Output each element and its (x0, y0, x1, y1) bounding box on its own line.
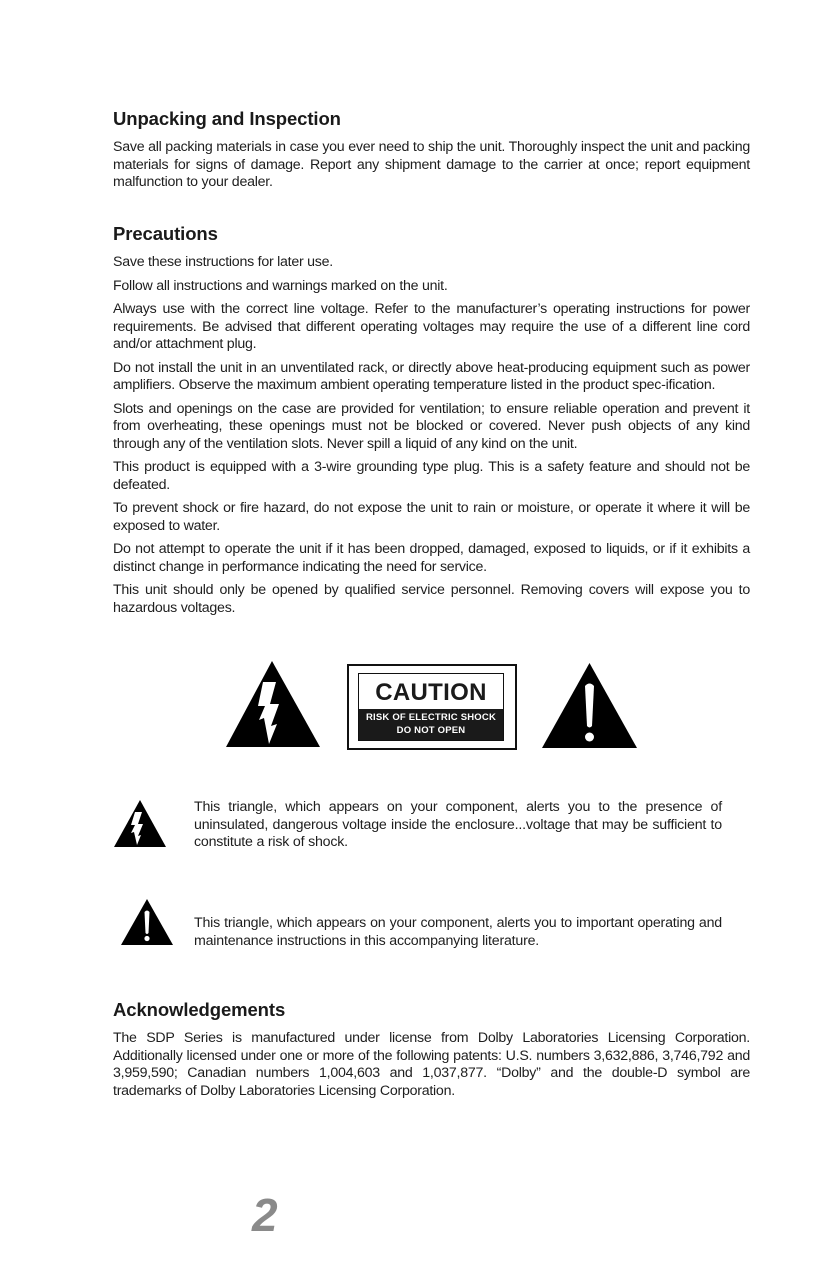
precautions-list (113, 254, 750, 617)
caution-warning-band (359, 709, 503, 740)
section-unpacking (113, 108, 750, 192)
precaution-paragraph: This unit should only be opened by qualified service personnel. Removing covers will expose you to hazardous voltages. (113, 582, 750, 616)
acknowledgements-body: The SDP Series is manufactured under license from Dolby Laboratories Licensing Corporation. Additionally licensed under one or more of the following patents: U.S. numbers 3,632,886, 3,746,792 and 3,959,590; Canadian numbers 1,004,603 and 1,037,877. “Dolby” and the double-D symbol are trademarks of Dolby Laboratories Licensing Corporation. (113, 1030, 750, 1099)
heading-unpacking: Unpacking and Inspection (113, 108, 341, 129)
caution-label-inner (358, 673, 504, 741)
lightning-triangle-icon (113, 799, 167, 848)
precaution-paragraph: Slots and openings on the case are provided for ventilation; to ensure reliable operation and prevent it from overheating, these openings must not be blocked or covered. Never push objects of any kind through any of the ventilation slots. Never spill a liquid of any kind on the unit. (113, 400, 750, 452)
lightning-triangle-icon (225, 660, 321, 748)
lightning-symbol-note: This triangle, which appears on your component, alerts you to the presence of uninsulated, dangerous voltage inside the enclosure...voltage that may be sufficient to constitute a risk of shock. (194, 799, 722, 850)
exclamation-triangle-icon (541, 662, 638, 749)
precaution-paragraph: Do not attempt to operate the unit if it has been dropped, damaged, exposed to liquids, or if it exhibits a distinct change in performance indicating the need for service. (113, 541, 750, 575)
precaution-paragraph: To prevent shock or fire hazard, do not expose the unit to rain or moisture, or operate it where it will be exposed to water. (113, 500, 750, 534)
precaution-paragraph: Follow all instructions and warnings marked on the unit. (113, 277, 448, 294)
precaution-paragraph: Always use with the correct line voltage. Refer to the manufacturer’s operating instructions for power requirements. Be advised that different operating voltages may require the use of a different line cord and/or attachment plug. (113, 301, 750, 352)
exclamation-triangle-icon (120, 898, 174, 946)
heading-acknowledgements: Acknowledgements (113, 999, 286, 1020)
heading-precautions: Precautions (113, 223, 218, 244)
caution-line-1: RISK OF ELECTRIC SHOCK (365, 712, 496, 723)
caution-title: CAUTION (375, 679, 487, 706)
section-acknowledgements (113, 999, 750, 1100)
precaution-paragraph: Save these instructions for later use. (113, 254, 333, 270)
caution-label (347, 664, 517, 750)
unpacking-body: Save all packing materials in case you ever need to ship the unit. Thoroughly inspect the unit and packing materials for signs of damage. Report any shipment damage to the carrier at once; report equipment malfunction to your dealer. (113, 139, 750, 190)
precaution-paragraph: This product is equipped with a 3-wire grounding type plug. This is a safety feature and should not be defeated. (113, 459, 750, 493)
exclamation-symbol-note: This triangle, which appears on your component, alerts you to important operating and maintenance instructions in this accompanying literature. (194, 915, 722, 949)
page-number: 2 (252, 1189, 278, 1241)
caution-line-2: DO NOT OPEN (396, 724, 466, 736)
section-precautions (113, 223, 750, 623)
precaution-paragraph: Do not install the unit in an unventilated rack, or directly above heat-producing equipment such as power amplifiers. Observe the maximum ambient operating temperature listed in the product spec-ification. (113, 359, 750, 393)
